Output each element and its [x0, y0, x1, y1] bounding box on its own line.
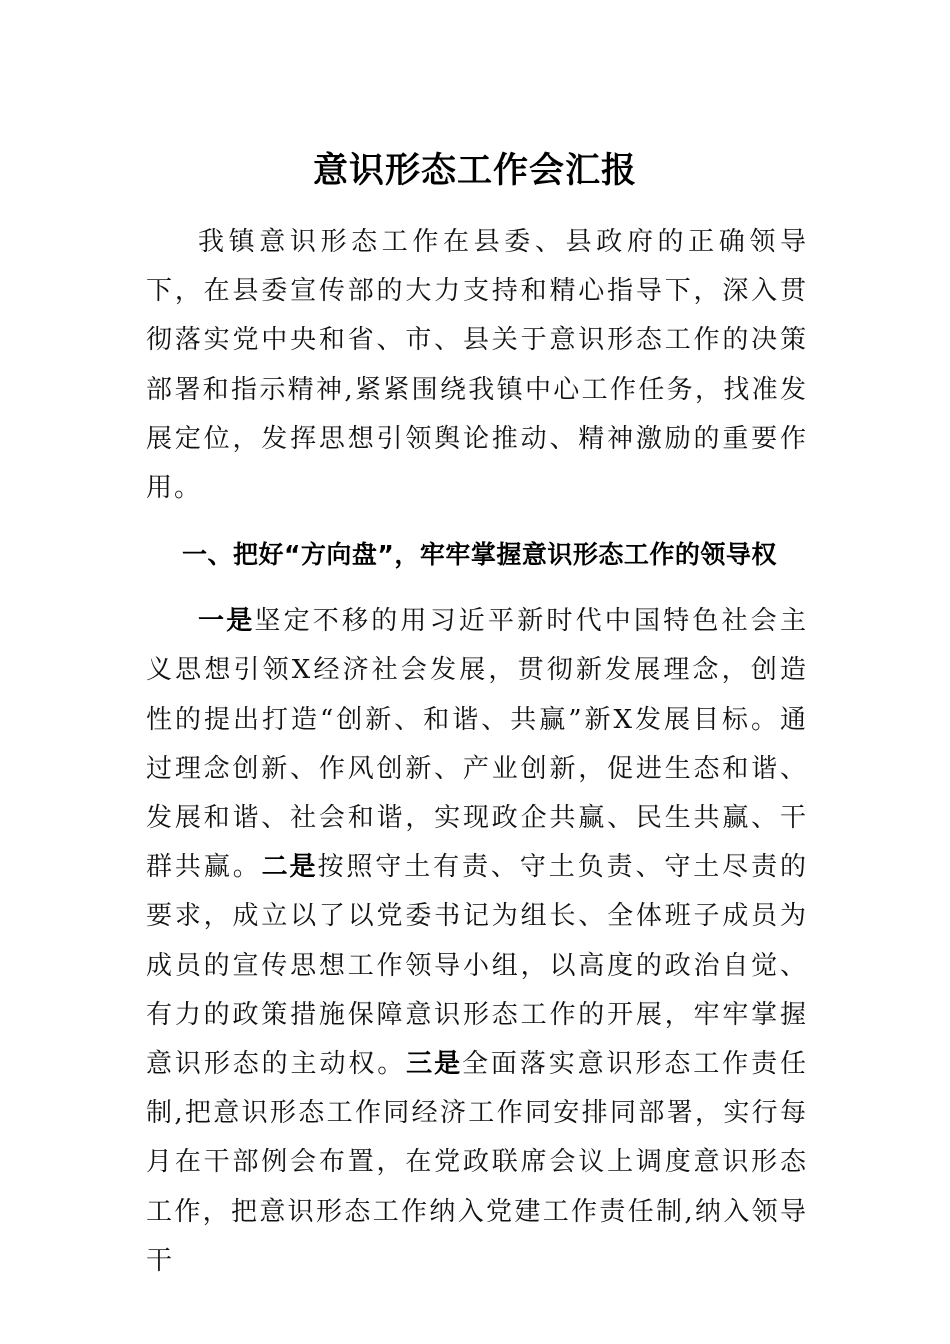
document-body — [146, 218, 808, 1286]
intro-paragraph: 我镇意识形态工作在县委、县政府的正确领导下，在县委宣传部的大力支持和精心指导下，深入贯彻落实党中央和省、市、县关于意识形态工作的决策部署和指示精神,紧紧围绕我镇中心工作任务，找准发展定位，发挥思想引领舆论推动、精神激励的重要作用。 — [146, 227, 808, 504]
lead-label-one: 一是 — [198, 606, 255, 637]
point-three-text: 全面落实意识形态工作责任制,把意识形态工作同经济工作同安排同部署，实行每月在干部例会布置，在党政联席会议上调度意识形态工作，把意识形态工作纳入党建工作责任制,纳入领导干 — [146, 1049, 808, 1276]
section-paragraph — [146, 597, 808, 1286]
section-heading: 一、把好“方向盘”，牢牢掌握意识形态工作的领导权 — [182, 540, 777, 570]
lead-label-three: 三是 — [406, 1049, 462, 1080]
lead-label-two: 二是 — [261, 852, 318, 883]
point-one-text: 坚定不移的用习近平新时代中国特色社会主义思想引领X经济社会发展，贯彻新发展理念，创造性的提出打造“创新、和谐、共赢”新X发展目标。通过理念创新、作风创新、产业创新，促进生态和谐、发展和谐、社会和谐，实现政企共赢、民生共赢、干群共赢。 — [146, 606, 808, 883]
document-title: 意识形态工作会汇报 — [312, 150, 637, 191]
point-two-text: 按照守土有责、守土负责、守土尽责的要求，成立以了以党委书记为组长、全体班子成员为成员的宣传思想工作领导小组，以高度的政治自觉、有力的政策措施保障意识形态工作的开展，牢牢掌握意识形态的主动权。 — [146, 852, 808, 1080]
